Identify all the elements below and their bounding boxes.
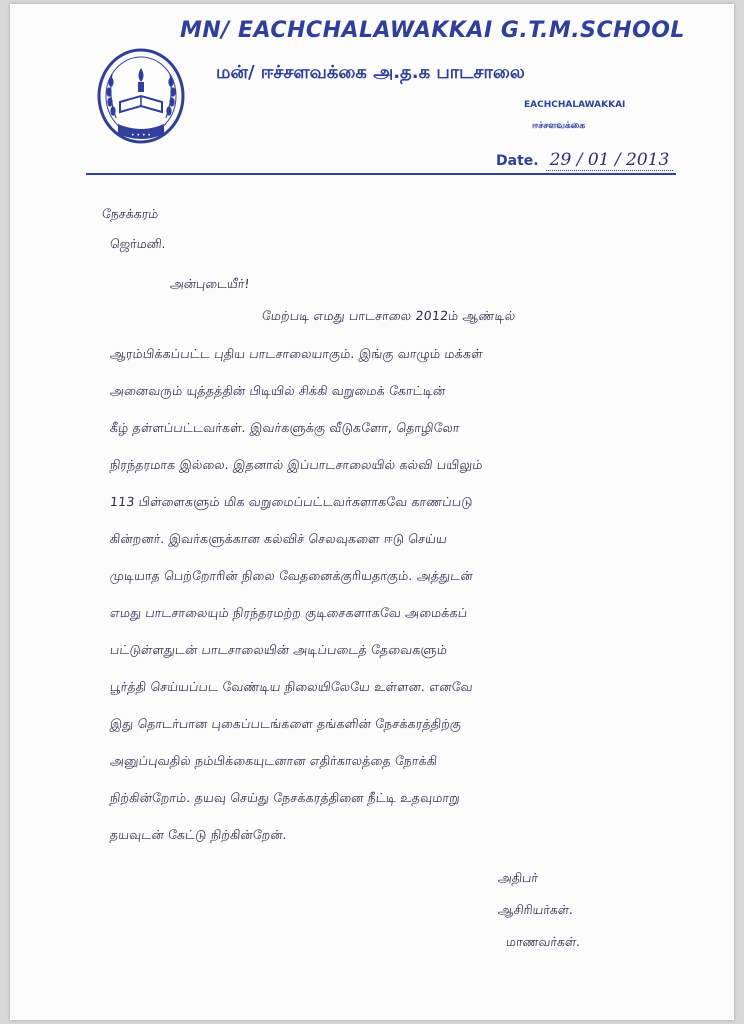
body-line: நிரந்தரமாக இல்லை. இதனால் இப்பாடசாலையில் கல்வி பயிலும்	[109, 457, 484, 472]
place-name-tamil: ஈச்சளவக்கை	[532, 121, 586, 131]
body-line: இது தொடர்பான புகைப்படங்களை தங்களின் நேசக்கரத்திற்கு	[109, 716, 463, 731]
body-line: எமது பாடசாலையும் நிரந்தரமற்ற குடிசைகளாகவே அமைக்கப்	[109, 605, 469, 620]
date-label: Date.	[496, 153, 539, 169]
greeting: அன்புடையீர்!	[169, 276, 251, 291]
body-line: அனைவரும் யுத்தத்தின் பிடியில் சிக்கி வறுமைக் கோட்டின்	[109, 383, 447, 398]
body-line: நிற்கின்றோம். தயவு செய்து நேசக்கரத்தினை நீட்டி உதவுமாறு	[109, 790, 461, 805]
recipient-line-1: நேசக்கரம்	[101, 206, 160, 221]
body-line: பட்டுள்ளதுடன் பாடசாலையின் அடிப்படைத் தேவைகளும்	[109, 642, 449, 657]
date-field	[496, 150, 673, 170]
body-line: 113 பிள்ளைகளும் மிக வறுமைப்பட்டவர்களாகவே காணப்படு	[109, 494, 474, 509]
body-line: தயவுடன் கேட்டு நிற்கின்றேன்.	[109, 827, 288, 842]
letter-page	[10, 4, 734, 1020]
school-name-english: MN/ EACHCHALAWAKKAI G.T.M.SCHOOL	[180, 18, 685, 43]
place-name-english: EACHCHALAWAKKAI	[524, 100, 626, 110]
svg-text:• • • •: • • • •	[131, 132, 151, 139]
signature-students: மாணவர்கள்.	[505, 934, 582, 949]
recipient-line-2: ஜெர்மனி.	[109, 236, 167, 251]
date-value: 29 / 01 / 2013	[546, 150, 674, 171]
body-line: மேற்படி எமது பாடசாலை 2012ம் ஆண்டில்	[261, 308, 517, 323]
signature-teachers: ஆசிரியர்கள்.	[497, 902, 574, 917]
school-crest-icon	[94, 44, 188, 154]
letterhead-divider	[86, 173, 676, 175]
body-line: பூர்த்தி செய்யப்பட வேண்டிய நிலையிலேயே உள்ளன. எனவே	[109, 679, 474, 694]
school-name-tamil: மன்/ ஈச்சளவக்கை அ.த.க பாடசாலை	[216, 62, 525, 83]
body-line: அனுப்புவதில் நம்பிக்கையுடனான எதிர்காலத்தை நோக்கி	[109, 753, 439, 768]
body-line: முடியாத பெற்றோரின் நிலை வேதனைக்குரியதாகும். அத்துடன்	[109, 568, 474, 583]
body-line: கின்றனர். இவர்களுக்கான கல்விச் செலவுகளை ஈடு செய்ய	[109, 531, 448, 546]
body-line: ஆரம்பிக்கப்பட்ட புதிய பாடசாலையாகும். இங்கு வாழும் மக்கள்	[109, 346, 484, 361]
signature-principal: அதிபர்	[497, 870, 539, 885]
body-line: கீழ் தள்ளப்பட்டவர்கள். இவர்களுக்கு வீடுகளோ, தொழிலோ	[109, 420, 461, 435]
